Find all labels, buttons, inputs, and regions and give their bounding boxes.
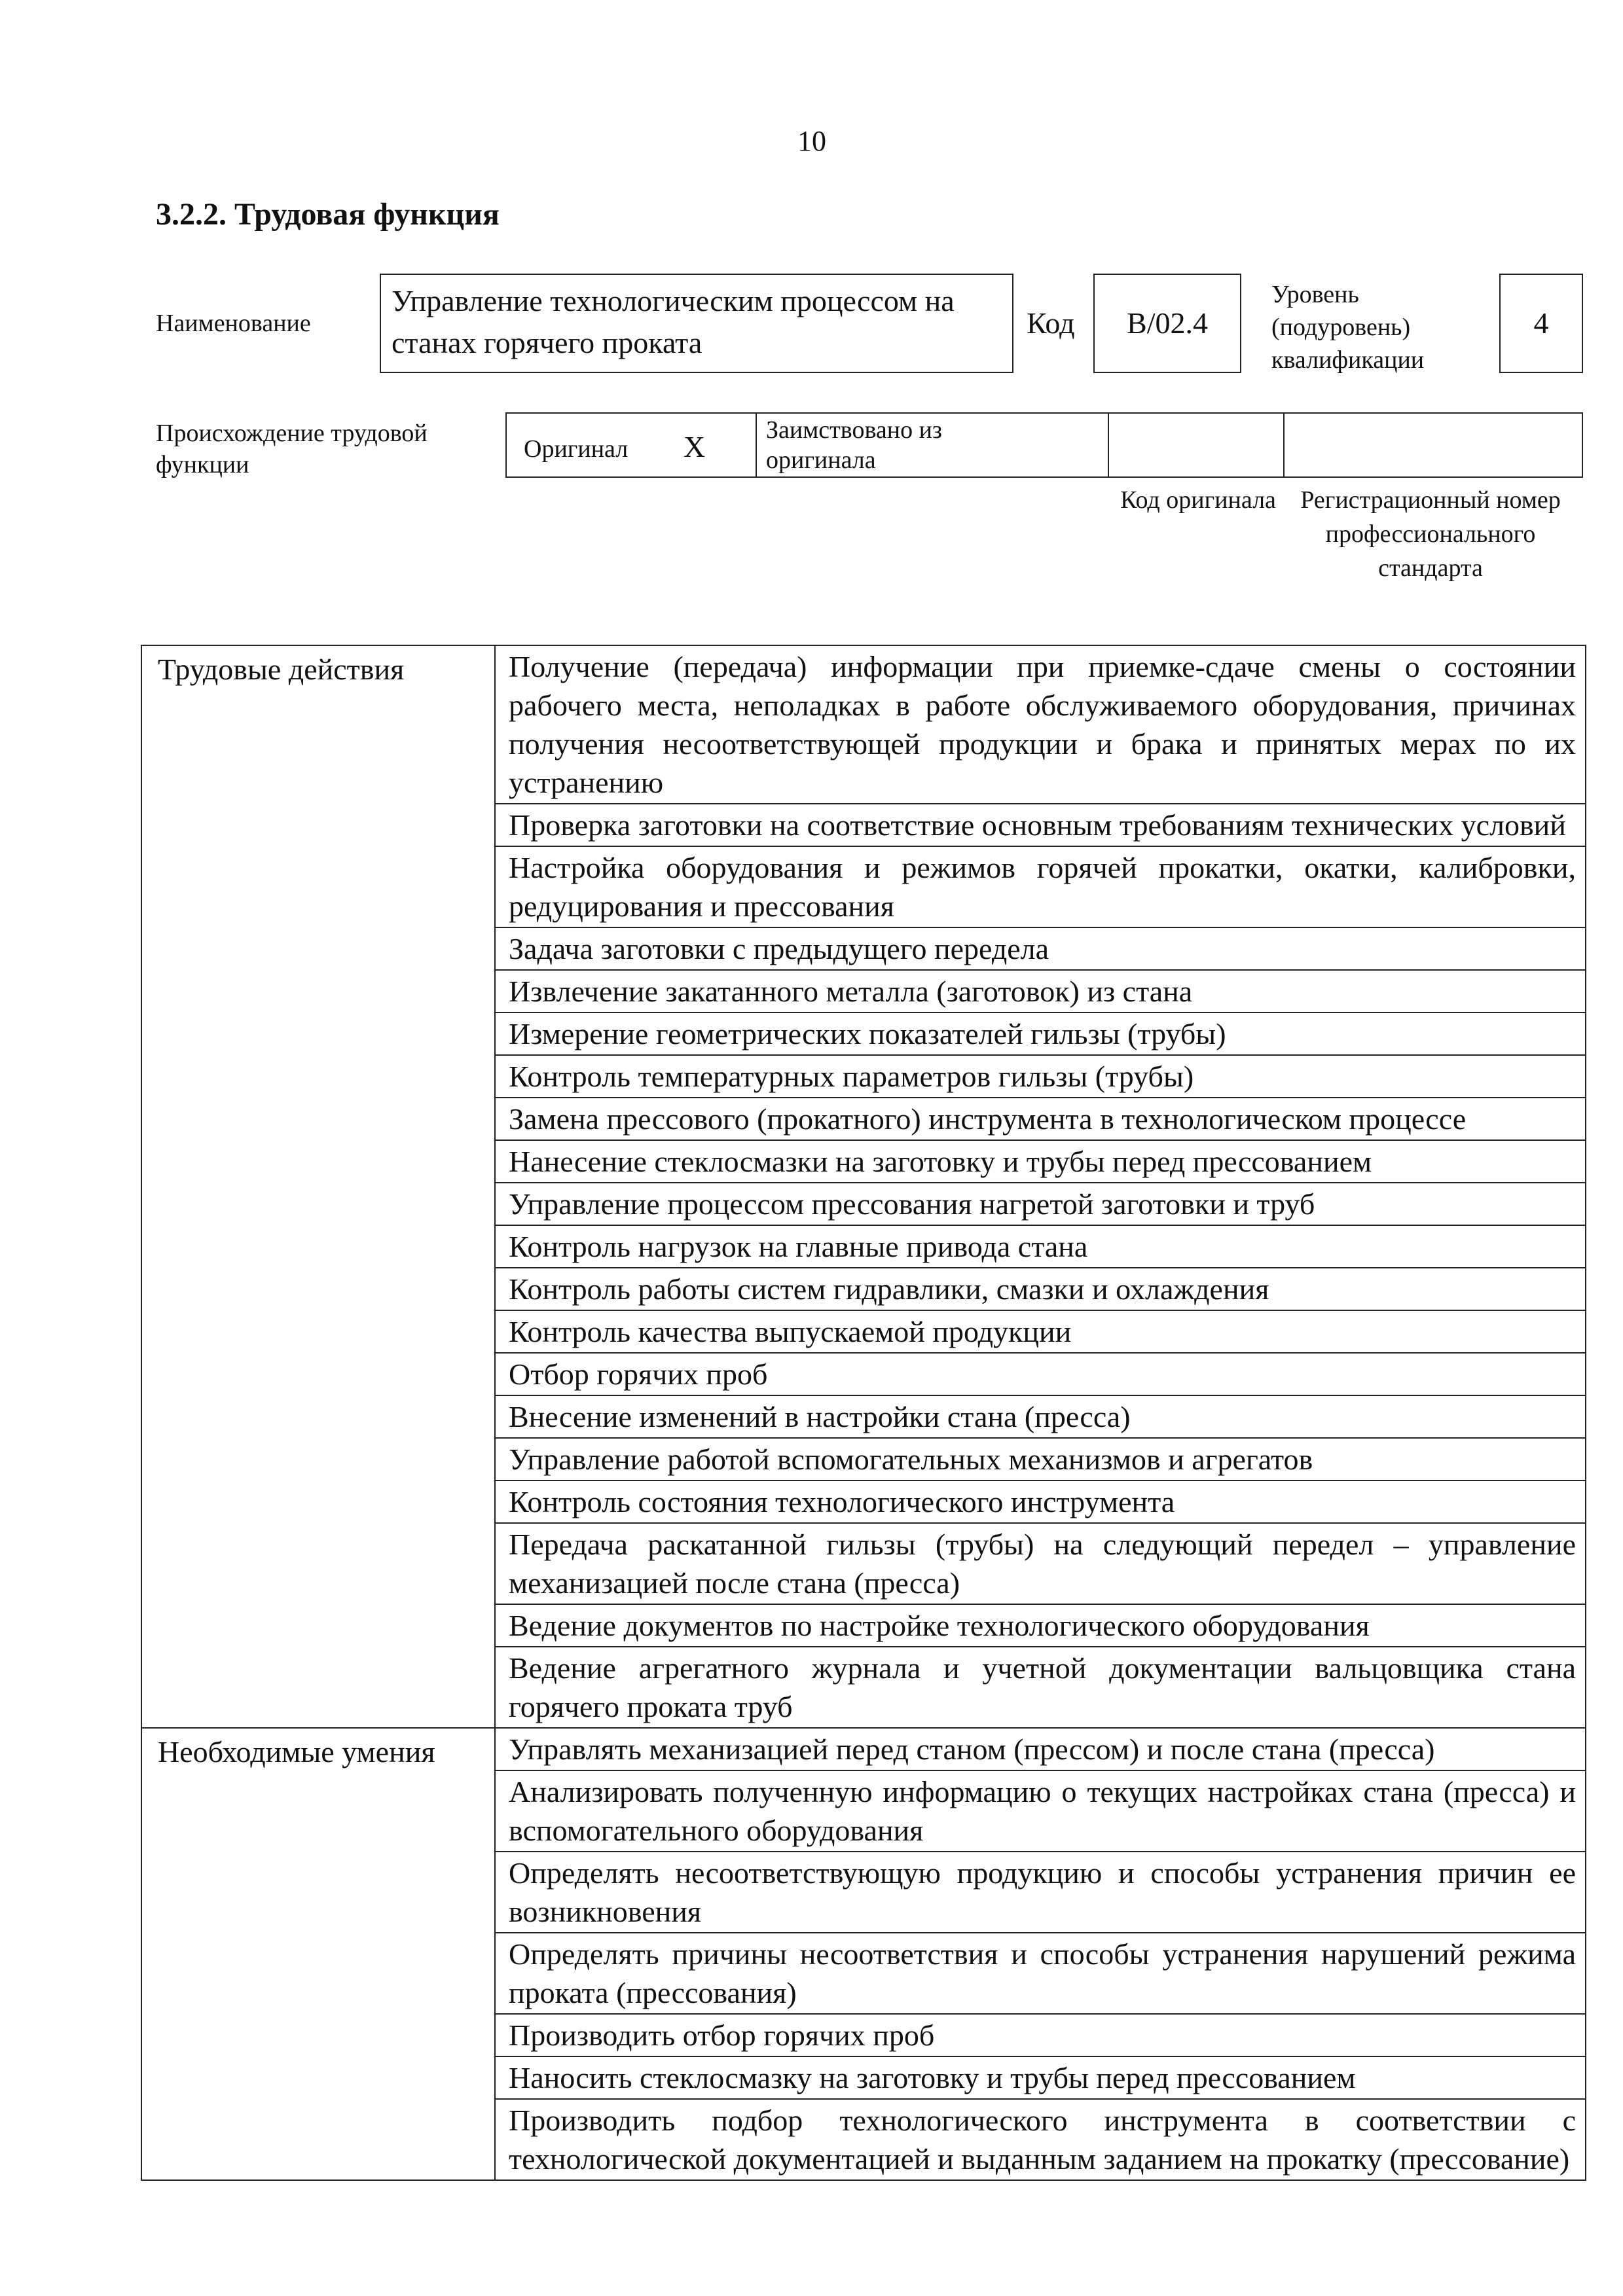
labor-actions-item: Передача раскатанной гильзы (трубы) на следующий передел – управление механизацией после стана (пресса) [495, 1523, 1586, 1604]
reg-number-caption: Регистрационный номер профессионального стандарта [1300, 486, 1561, 582]
level-field: 4 [1499, 274, 1583, 373]
labor-actions-item: Замена прессового (прокатного) инструмента в технологическом процессе [495, 1098, 1586, 1140]
labor-actions-item: Контроль состояния технологического инструмента [495, 1480, 1586, 1523]
labor-actions-item: Контроль работы систем гидравлики, смазки и охлаждения [495, 1268, 1586, 1310]
labor-actions-item: Получение (передача) информации при приемке-сдаче смены о состоянии рабочего места, неполадках в работе обслуживаемого оборудования, причинах получения несоответствующей продукции и брака и принятых мерах по их устранению [495, 645, 1586, 804]
original-mark: X [684, 430, 706, 463]
section-title: 3.2.2. Трудовая функция [156, 197, 500, 232]
labor-actions-item: Задача заготовки с предыдущего передела [495, 927, 1586, 970]
origin-label: Происхождение трудовой функции [156, 420, 428, 478]
labor-actions-item: Контроль нагрузок на главные привода стана [495, 1225, 1586, 1268]
labor-actions-item: Управление процессом прессования нагретой заготовки и труб [495, 1183, 1586, 1225]
labor-actions-item: Извлечение закатанного металла (заготовок) из стана [495, 970, 1586, 1013]
level-label: Уровень (подуровень) квалификации [1271, 281, 1425, 374]
required-skills-item: Производить отбор горячих проб [495, 2014, 1586, 2056]
labor-actions-item: Контроль температурных параметров гильзы (трубы) [495, 1055, 1586, 1098]
required-skills-item: Определять причины несоответствия и способы устранения нарушений режима проката (прессования) [495, 1933, 1586, 2014]
page-number: 10 [797, 125, 826, 157]
required-skills-item: Управлять механизацией перед станом (прессом) и после стана (пресса) [495, 1728, 1586, 1770]
labor-actions-item: Управление работой вспомогательных механизмов и агрегатов [495, 1438, 1586, 1480]
labor-actions-item: Нанесение стеклосмазки на заготовку и трубы перед прессованием [495, 1140, 1586, 1183]
function-details-table [141, 645, 1586, 2181]
original-label: Оригинал [524, 435, 629, 463]
required-skills-item: Определять несоответствующую продукцию и способы устранения причин ее возникновения [495, 1852, 1586, 1933]
table-row [141, 1728, 1586, 1770]
origin-divider [756, 414, 757, 476]
required-skills-item: Производить подбор технологического инструмента в соответствии с технологической документацией и выданным заданием на прокатку (прессование) [495, 2099, 1586, 2180]
borrowed-label: Заимствовано из оригинала [766, 416, 942, 474]
code-field: B/02.4 [1093, 274, 1241, 373]
labor-actions-item: Контроль качества выпускаемой продукции [495, 1310, 1586, 1353]
function-name-field: Управление технологическим процессом на станах горячего проката [380, 274, 1013, 373]
function-details-body [141, 645, 1586, 2180]
labor-actions-item: Измерение геометрических показателей гильзы (трубы) [495, 1013, 1586, 1055]
required-skills-label: Необходимые умения [141, 1728, 495, 2180]
origin-divider [1108, 414, 1109, 476]
name-label: Наименование [156, 310, 311, 337]
labor-actions-item: Настройка оборудования и режимов горячей прокатки, окатки, калибровки, редуцирования и прессования [495, 846, 1586, 927]
original-code-caption: Код оригинала [1120, 486, 1276, 514]
labor-actions-item: Проверка заготовки на соответствие основным требованиям технических условий [495, 804, 1586, 846]
required-skills-item: Анализировать полученную информацию о текущих настройках стана (пресса) и вспомогательного оборудования [495, 1770, 1586, 1852]
labor-actions-label: Трудовые действия [141, 645, 495, 1728]
labor-actions-item: Ведение агрегатного журнала и учетной документации вальцовщика стана горячего проката труб [495, 1647, 1586, 1728]
labor-actions-item: Отбор горячих проб [495, 1353, 1586, 1395]
table-row [141, 645, 1586, 804]
labor-actions-item: Ведение документов по настройке технологического оборудования [495, 1604, 1586, 1647]
origin-table [505, 412, 1583, 478]
required-skills-item: Наносить стеклосмазку на заготовку и трубы перед прессованием [495, 2056, 1586, 2099]
origin-divider [1283, 414, 1285, 476]
labor-actions-item: Внесение изменений в настройки стана (пресса) [495, 1395, 1586, 1438]
code-label: Код [1027, 306, 1075, 340]
